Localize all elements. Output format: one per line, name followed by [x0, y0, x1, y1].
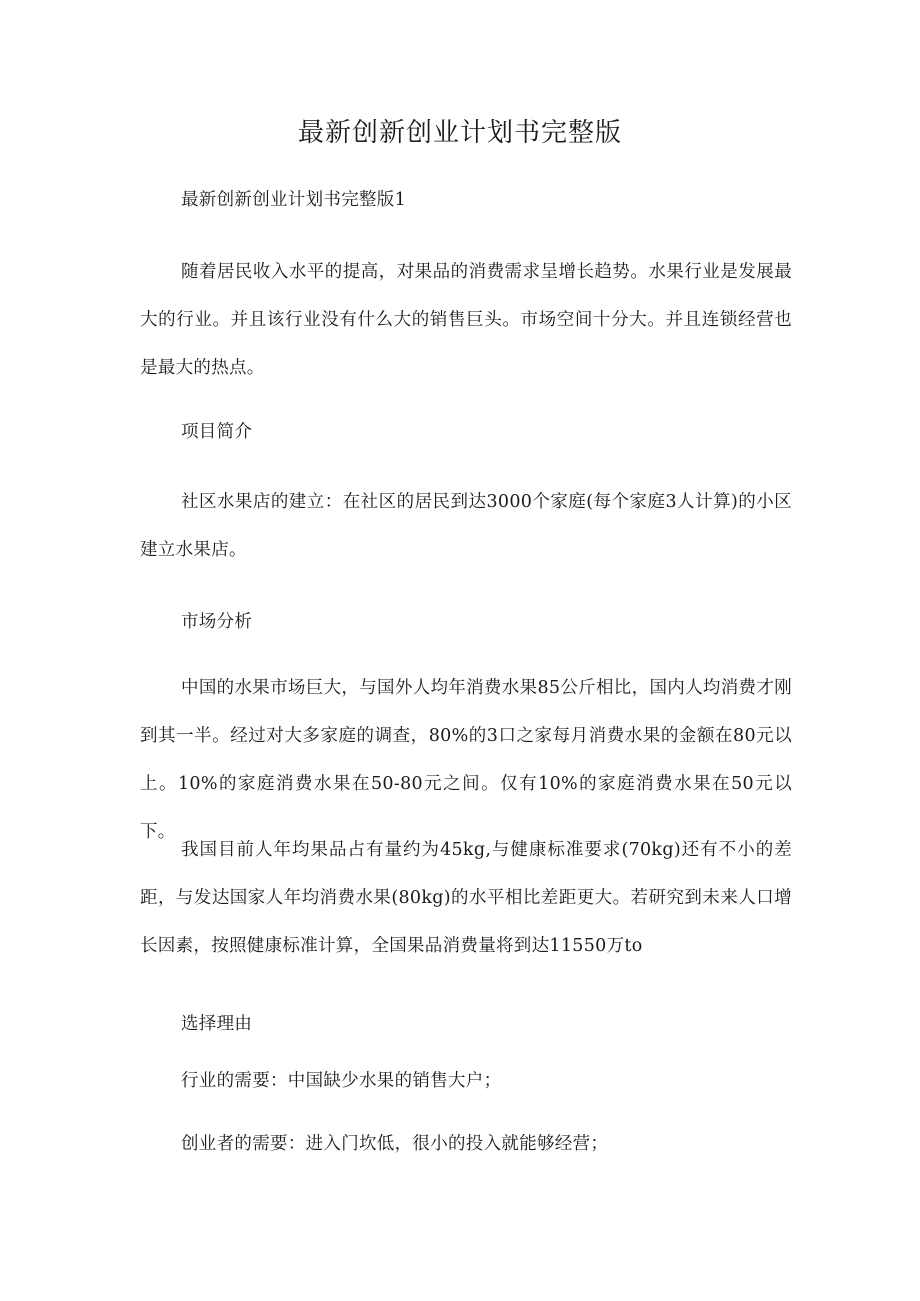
project-intro-paragraph: 社区水果店的建立：在社区的居民到达3000个家庭(每个家庭3人计算)的小区建立水果店。: [140, 492, 792, 560]
section-heading-project-intro: 项目简介: [181, 422, 253, 442]
reason-industry-paragraph: 行业的需要：中国缺少水果的销售大户；: [181, 1071, 502, 1091]
market-analysis-paragraph: 中国的水果市场巨大，与国外人均年消费水果85公斤相比，国内人均消费才刚到其一半。经过对大多家庭的调查，80%的3口之家每月消费水果的金额在80元以上。10%的家庭消费水果在50-80元之间。仅有10%的家庭消费水果在50元以下。: [140, 678, 792, 842]
consumption-paragraph: 我国目前人年均果品占有量约为45kg,与健康标准要求(70kg)还有不小的差距，与发达国家人年均消费水果(80kg)的水平相比差距更大。若研究到未来人口增长因素，按照健康标准计算，全国果品消费量将到达11550万to: [140, 840, 792, 956]
subtitle-paragraph: 最新创新创业计划书完整版1: [181, 190, 407, 210]
section-heading-market-analysis: 市场分析: [181, 612, 253, 632]
reason-entrepreneur-paragraph: 创业者的需要：进入门坎低，很小的投入就能够经营；: [181, 1134, 609, 1154]
document-title: 最新创新创业计划书完整版: [297, 118, 622, 148]
section-heading-reasons: 选择理由: [181, 1014, 253, 1034]
intro-paragraph: 随着居民收入水平的提高，对果品的消费需求呈增长趋势。水果行业是发展最大的行业。并且该行业没有什么大的销售巨头。市场空间十分大。并且连锁经营也是最大的热点。: [140, 262, 792, 378]
